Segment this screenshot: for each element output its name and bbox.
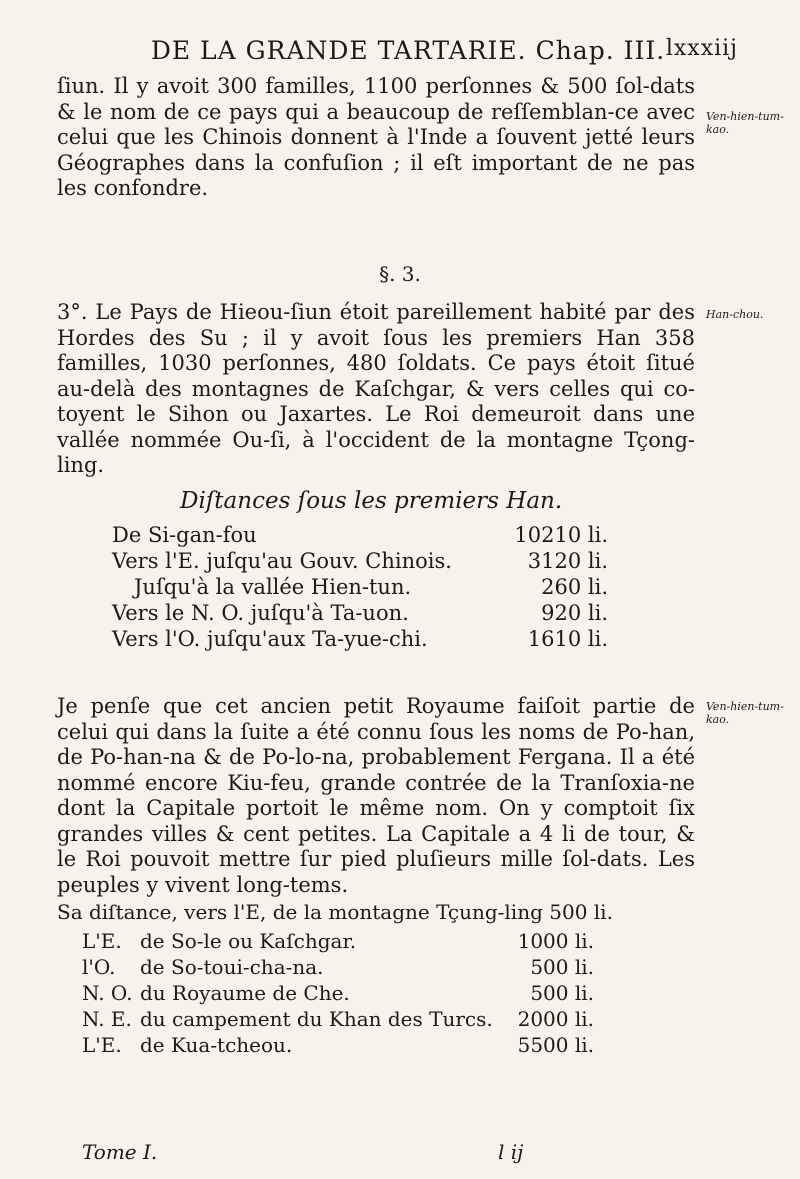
- distance-label: Juſqu'à la vallée Hien-tun.: [134, 575, 412, 599]
- distance-value: 1610 li.: [527, 627, 608, 651]
- table-row: [82, 928, 594, 954]
- distance-value: 5500 li.: [517, 1033, 594, 1057]
- place: de So-le ou Kaſchgar.: [140, 929, 357, 953]
- margin-note-1: Ven-hien-tum-kao.: [706, 110, 784, 136]
- running-title: DE LA GRANDE TARTARIE. Chap. III.: [150, 36, 666, 65]
- place: de Kua-tcheou.: [140, 1033, 293, 1057]
- distances-title: Diſtances ſous les premiers Han.: [180, 488, 563, 514]
- distance-value: 3120 li.: [527, 549, 608, 573]
- distance-label: Vers l'O. juſqu'aux Ta-yue-chi.: [112, 627, 428, 651]
- distance-value: 2000 li.: [517, 1007, 594, 1031]
- section-mark: §. 3.: [379, 262, 421, 286]
- place: de So-toui-cha-na.: [140, 955, 324, 979]
- table-row: [82, 954, 594, 980]
- table-row: [112, 548, 608, 574]
- paragraph-2: 3°. Le Pays de Hieou-ſiun étoit pareillement habité par des Hordes des Su ; il y avoit ſous les premiers Han 358 familles, 1030 perſonnes, 480 ſoldats. Ce pays étoit ſitué au-delà des montagnes de Kaſchgar, & vers celles qui co-toyent le Sihon ou Jaxartes. Le Roi demeuroit dans une vallée nommée Ou-ſi, à l'occident de la montagne Tçong-ling.: [57, 300, 695, 477]
- paragraph-3: Je penſe que cet ancien petit Royaume faiſoit partie de celui qui dans la ſuite a été connu ſous les noms de Po-han, de Po-han-na & de Po-lo-na, probablement Fergana. Il a été nommé encore Kiu-feu, grande contrée de la Tranſoxia-ne dont la Capitale portoit le même nom. On y comptoit ſix grandes villes & cent petites. La Capitale a 4 li de tour, & le Roi pouvoit mettre ſur pied pluſieurs mille ſol-dats. Les peuples y vivent long-tems.: [57, 694, 695, 897]
- distance-intro: Sa diſtance, vers l'E, de la montagne Tçung-ling 500 li.: [57, 900, 613, 924]
- table-row: [82, 1032, 594, 1058]
- page-number: lxxxiij: [665, 36, 738, 61]
- distance-value: 260 li.: [541, 575, 608, 599]
- running-head: [88, 36, 738, 65]
- place: du Royaume de Che.: [140, 981, 350, 1005]
- distance-value: 500 li.: [530, 955, 594, 979]
- distance-value: 920 li.: [541, 601, 608, 625]
- paragraph-1: ſiun. Il y avoit 300 familles, 1100 perſonnes & 500 ſol-dats & le nom de ce pays qui a beaucoup de reſſemblan-ce avec celui que les Chinois donnent à l'Inde a ſouvent jetté leurs Géographes dans la confuſion ; il eſt important de ne pas les confondre.: [57, 74, 695, 200]
- direction: N. O.: [82, 981, 133, 1005]
- table-row: [112, 574, 608, 600]
- table-row: [112, 626, 608, 652]
- distance-value: 500 li.: [530, 981, 594, 1005]
- margin-note-2: Han-chou.: [706, 308, 764, 321]
- distances-table-2: [82, 928, 594, 1058]
- direction: N. E.: [82, 1007, 132, 1031]
- margin-note-3: Ven-hien-tum-kao.: [706, 700, 784, 726]
- table-row: [82, 1006, 594, 1032]
- distance-label: De Si-gan-fou: [112, 523, 257, 547]
- place: du campement du Khan des Turcs.: [140, 1007, 493, 1031]
- distance-label: Vers le N. O. juſqu'à Ta-uon.: [112, 601, 409, 625]
- direction: l'O.: [82, 955, 116, 979]
- distances-table-1: [112, 522, 608, 652]
- distance-value: 1000 li.: [517, 929, 594, 953]
- distance-value: 10210 li.: [514, 523, 608, 547]
- distance-label: Vers l'E. juſqu'au Gouv. Chinois.: [112, 549, 452, 573]
- signature-mark: l ij: [498, 1140, 524, 1164]
- table-row: [82, 980, 594, 1006]
- direction: L'E.: [82, 1033, 122, 1057]
- table-row: [112, 600, 608, 626]
- direction: L'E.: [82, 929, 122, 953]
- table-row: [112, 522, 608, 548]
- volume-signature: Tome I.: [82, 1140, 158, 1164]
